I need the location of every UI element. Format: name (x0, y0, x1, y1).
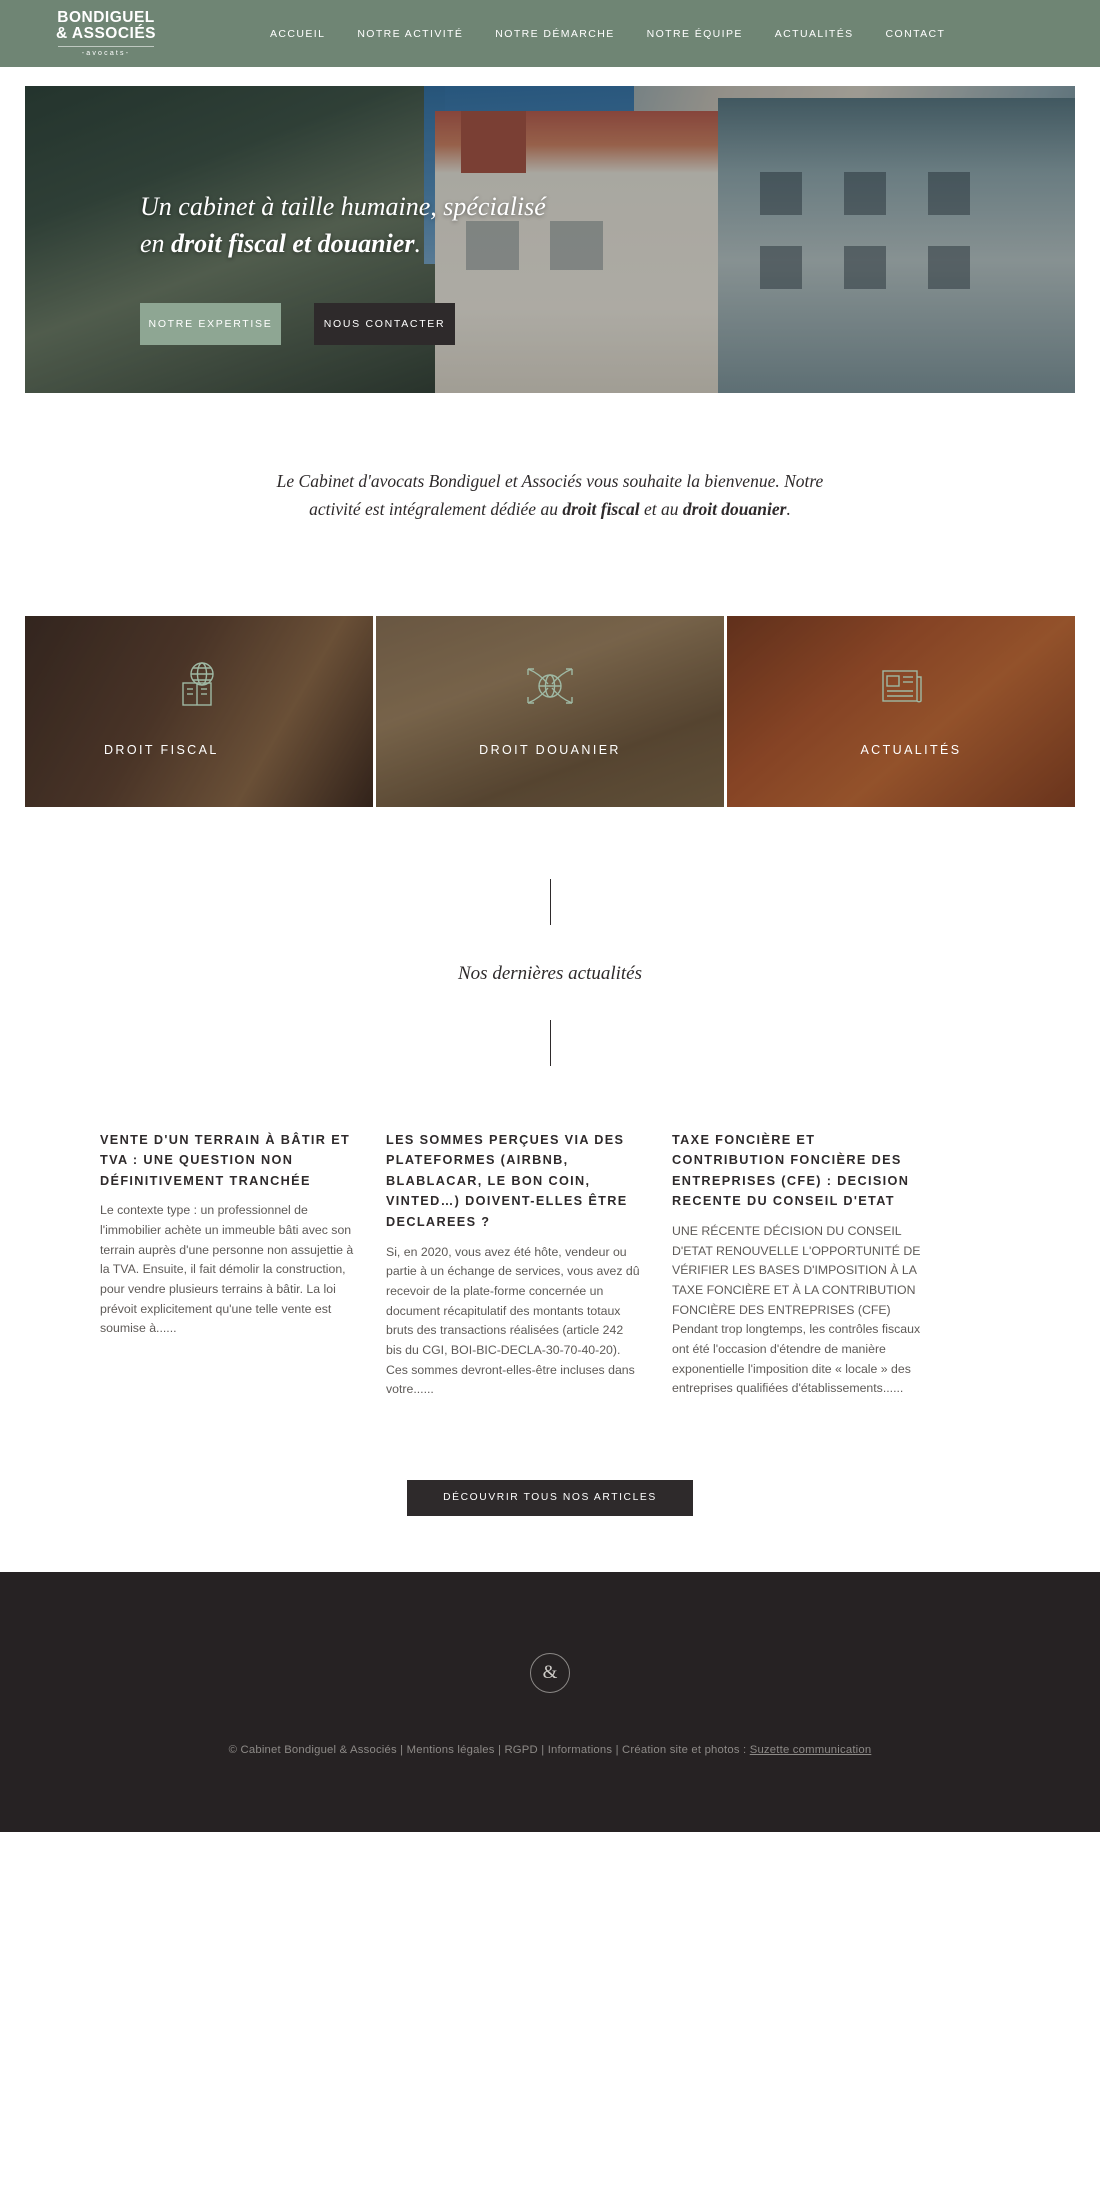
site-logo[interactable] (42, 10, 170, 57)
logo-line-1: BONDIGUEL (57, 9, 155, 27)
nav-actualites[interactable]: ACTUALITÉS (774, 27, 854, 40)
card-label: ACTUALITÉS (860, 742, 962, 757)
hero-title-strong: droit fiscal et douanier (171, 228, 415, 258)
nav-notre-equipe[interactable]: NOTRE ÉQUIPE (646, 27, 743, 40)
hero-buttons (140, 303, 1075, 345)
notre-expertise-button[interactable]: NOTRE EXPERTISE (140, 303, 281, 345)
news-title[interactable]: VENTE D'UN TERRAIN À BÂTIR ET TVA : UNE QUESTION NON DÉFINITIVEMENT TRANCHÉE (100, 1132, 351, 1188)
logo-divider (58, 46, 154, 47)
news-item (386, 1130, 641, 1400)
nav-accueil[interactable]: ACCUEIL (270, 27, 326, 40)
logo-line-2: & ASSOCIÉS (55, 25, 157, 43)
intro-text-3: . (786, 499, 791, 520)
news-excerpt: UNE RÉCENTE DÉCISION DU CONSEIL D'ETAT RENOUVELLE L'OPPORTUNITÉ DE VÉRIFIER LES BASES D'IMPOSITION À LA TAXE FONCIÈRE ET À LA CONTRIBUTION FONCIÈRE DES ENTREPRISES (CFE) Pendant trop longtemps, les contrôles fiscaux ont été l'occasion d'étendre de manière exponentielle l'imposition dite « locale » des entreprises qualifiées d'établissements...... (672, 1224, 921, 1396)
card-label: DROIT DOUANIER (479, 742, 621, 757)
intro-text-1: Le Cabinet d'avocats Bondiguel et Associés vous souhaite la bienvenue. Notre activité est intégralement dédiée au (276, 471, 824, 520)
globe-arrows-icon (522, 659, 578, 713)
hero-title (140, 189, 570, 263)
news-excerpt: Le contexte type : un professionnel de l'immobilier achète un immeuble bâti avec son terrain auprès d'une personne non assujettie à la TVA. Ensuite, il fait démolir la construction, pour vendre plusieurs terrains à bâtir. La loi prévoit explicitement qu'une telle vente est soumise à...... (100, 1203, 354, 1336)
news-list (100, 1130, 1000, 1400)
newspaper-icon (873, 659, 929, 713)
nav-notre-demarche[interactable]: NOTRE DÉMARCHE (495, 27, 615, 40)
card-label: DROIT FISCAL (104, 742, 219, 757)
news-item (100, 1130, 355, 1400)
news-heading: Nos dernières actualités (458, 962, 642, 984)
site-footer (0, 1572, 1100, 1832)
main-navigation (270, 28, 945, 40)
discover-button-wrap (0, 1480, 1100, 1516)
intro-strong-1: droit fiscal (562, 499, 640, 520)
ampersand-glyph: & (542, 1661, 558, 1683)
category-cards (25, 616, 1075, 807)
logo-line-3: -avocats- (81, 49, 131, 57)
globe-book-icon (171, 659, 227, 713)
news-title[interactable]: TAXE FONCIÈRE ET CONTRIBUTION FONCIÈRE DES ENTREPRISES (CFE) : DECISION RECENTE DU CONSEIL D'ETAT (672, 1132, 910, 1209)
news-item (672, 1130, 927, 1400)
hero-banner (25, 86, 1075, 393)
news-heading-block (0, 879, 1100, 1066)
intro-paragraph (270, 467, 830, 524)
site-header (0, 0, 1100, 67)
intro-text-2: et au (639, 499, 683, 520)
footer-credit-text: © Cabinet Bondiguel & Associés | Mentions légales | RGPD | Informations | Création site et photos : (228, 1743, 750, 1756)
suzette-communication-link[interactable]: Suzette communication (749, 1743, 872, 1756)
nav-contact[interactable]: CONTACT (885, 27, 946, 40)
intro-strong-2: droit douanier (682, 499, 787, 520)
news-excerpt: Si, en 2020, vous avez été hôte, vendeur ou partie à un échange de services, vous avez dû recevoir de la plate-forme concernée un document récapitulatif des montants totaux bruts des transactions réalisées (article 242 bis du CGI, BOI-BIC-DECLA-30-70-40-20). Ces sommes devront-elles-être incluses dans votre...... (386, 1244, 640, 1397)
nav-notre-activite[interactable]: NOTRE ACTIVITÉ (357, 27, 464, 40)
ampersand-logo-icon (530, 1653, 570, 1693)
decorative-line-bottom (550, 1020, 551, 1066)
card-actualites[interactable] (727, 616, 1075, 807)
card-droit-douanier[interactable] (376, 616, 724, 807)
footer-credits (0, 1744, 1100, 1756)
decorative-line-top (550, 879, 551, 925)
discover-articles-button[interactable]: DÉCOUVRIR TOUS NOS ARTICLES (407, 1480, 693, 1516)
news-title[interactable]: LES SOMMES PERÇUES VIA DES PLATEFORMES (AIRBNB, BLABLACAR, LE BON COIN, VINTED…) DOIVENT-ELLES ÊTRE DECLAREES ? (386, 1132, 628, 1229)
hero-title-text: Un cabinet à taille humaine, spécialisé en (140, 192, 546, 258)
nous-contacter-button[interactable]: NOUS CONTACTER (314, 303, 455, 345)
card-droit-fiscal[interactable] (25, 616, 373, 807)
hero-title-end: . (414, 228, 421, 258)
